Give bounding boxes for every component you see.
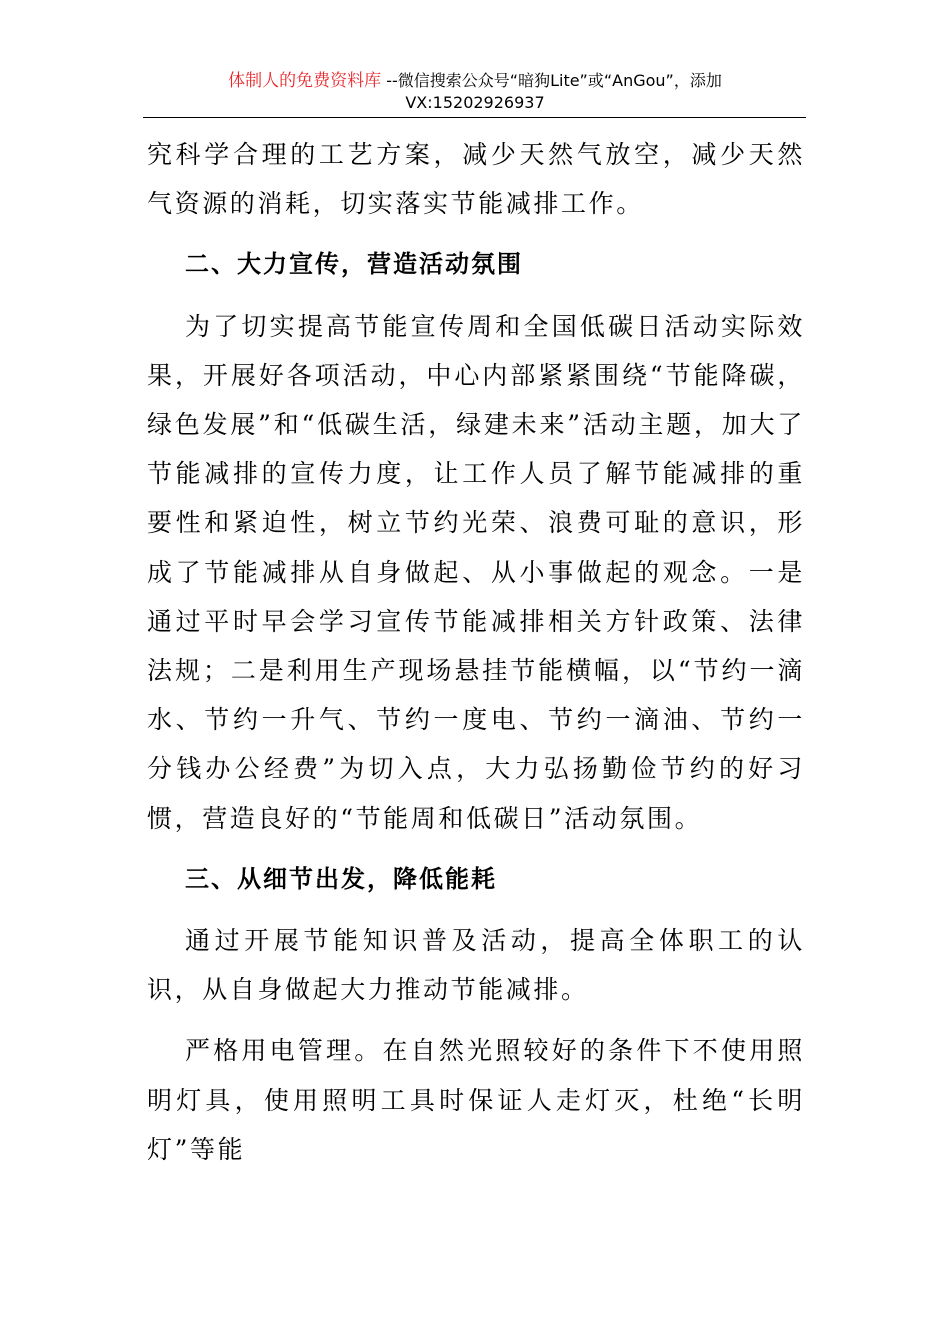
header-line-1: [145, 70, 805, 92]
paragraph-continuation: 究科学合理的工艺方案，减少天然气放空，减少天然气资源的消耗，切实落实节能减排工作。: [147, 140, 805, 219]
paragraph-publicity: 为了切实提高节能宣传周和全国低碳日活动实际效果，开展好各项活动，中心内部紧紧围绕“节能降碳，绿色发展”和“低碳生活，绿建未来”活动主题，加大了节能减排的宣传力度，让工作人员了解节能减排的重要性和紧迫性，树立节约光荣、浪费可耻的意识，形成了节能减排从自身做起、从小事做起的观念。一是通过平时早会学习宣传节能减排相关方针政策、法律法规；二是利用生产现场悬挂节能横幅，以“节约一滴水、节约一升气、节约一度电、节约一滴油、节约一分钱办公经费”为切入点，大力弘扬勤俭节约的好习惯，营造良好的“节能周和低碳日”活动氛围。: [147, 311, 805, 833]
header-notice: --微信搜索公众号“暗狗Lite”或“AnGou”，添加: [381, 71, 722, 90]
page-header: [145, 70, 805, 114]
section-heading-2: 二、大力宣传，营造活动氛围: [185, 250, 523, 279]
paragraph-knowledge: 通过开展节能知识普及活动，提高全体职工的认识，从自身做起大力推动节能减排。: [147, 926, 805, 1005]
document-body: [147, 130, 805, 1174]
header-contact: VX:15202926937: [405, 93, 545, 112]
paragraph-electricity: 严格用电管理。在自然光照较好的条件下不使用照明灯具，使用照明工具时保证人走灯灭，杜绝“长明灯”等能: [147, 1036, 805, 1164]
header-brand: 体制人的免费资料库: [228, 71, 382, 91]
section-heading-3: 三、从细节出发，降低能耗: [185, 864, 497, 893]
header-divider: [143, 117, 806, 118]
